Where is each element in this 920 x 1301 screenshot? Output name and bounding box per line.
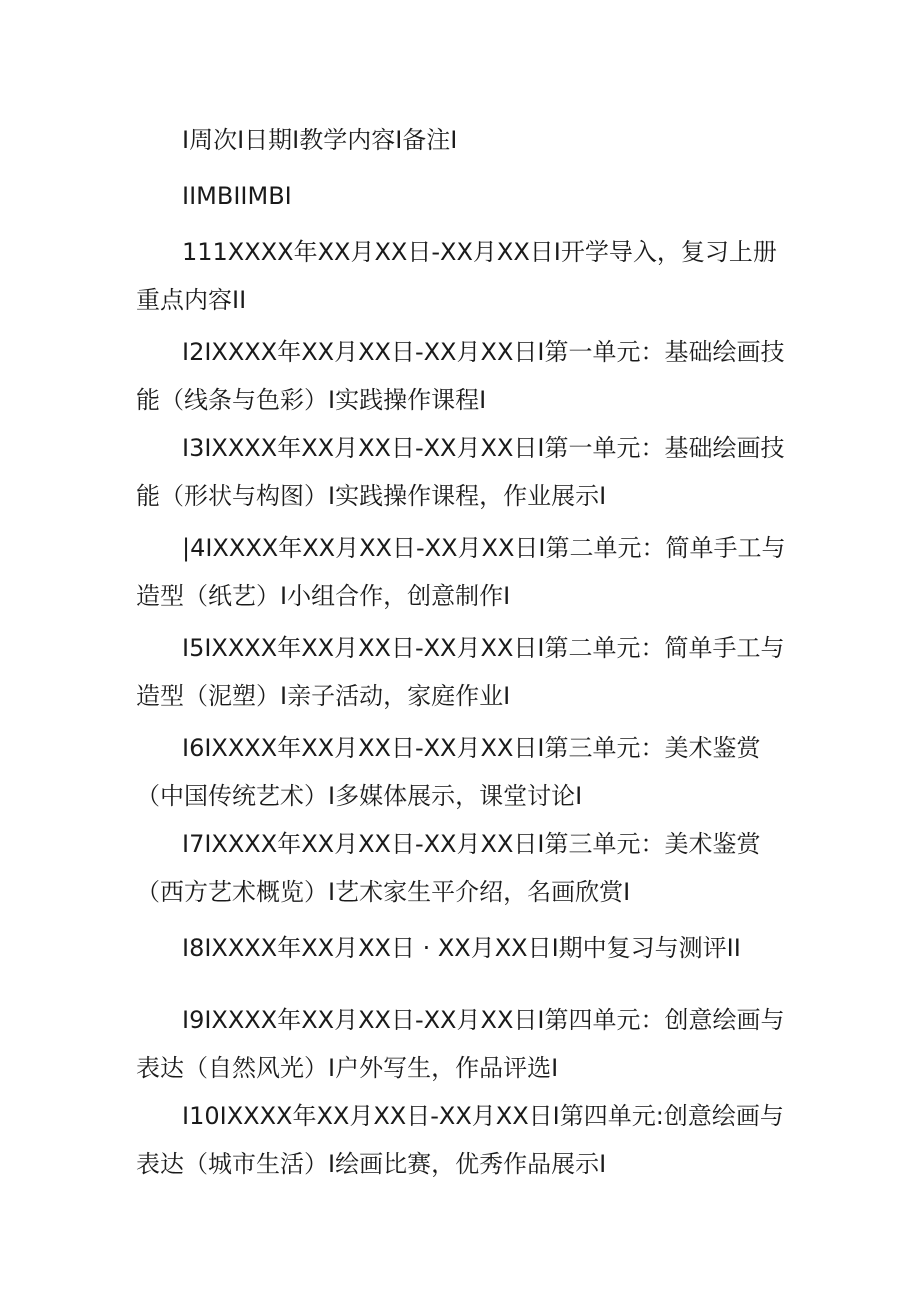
schedule-row-week-8: I8IXXXX年XX月XX日 · XX月XX日I期中复习与测评II xyxy=(182,934,741,962)
schedule-row-week-5: I5IXXXX年XX月XX日-XX月XX日I第二单元：简单手工与造型（泥塑）I亲子活动，家庭作业I xyxy=(136,634,785,710)
schedule-row-week-3: I3IXXXX年XX月XX日-XX月XX日I第一单元：基础绘画技能（形状与构图）I实践操作课程，作业展示I xyxy=(136,434,785,510)
schedule-row-week-2: I2IXXXX年XX月XX日-XX月XX日I第一单元：基础绘画技能（线条与色彩）I实践操作课程I xyxy=(136,338,785,414)
schedule-row-week-4: |4IXXXX年XX月XX日-XX月XX日I第二单元：简单手工与造型（纸艺）I小组合作，创意制作I xyxy=(136,534,786,610)
table-header-line: I周次I日期I教学内容I备注I xyxy=(182,126,458,154)
table-separator-line: IIMBIIMBI xyxy=(182,182,292,210)
schedule-row-week-6: I6IXXXX年XX月XX日-XX月XX日I第三单元：美术鉴赏（中国传统艺术）I多媒体展示，课堂讨论I xyxy=(136,734,761,810)
schedule-row-week-1: 111XXXX年XX月XX日-XX月XX日I开学导入，复习上册重点内容II xyxy=(136,238,777,314)
schedule-row-week-9: I9IXXXX年XX月XX日-XX月XX日I第四单元：创意绘画与表达（自然风光）I户外写生，作品评选I xyxy=(136,1006,785,1082)
schedule-row-week-10: I10IXXXX年XX月XX日-XX月XX日I第四单元:创意绘画与表达（城市生活）I绘画比赛，优秀作品展示I xyxy=(136,1102,784,1178)
schedule-row-week-7: I7IXXXX年XX月XX日-XX月XX日I第三单元：美术鉴赏（西方艺术概览）I艺术家生平介绍，名画欣赏I xyxy=(136,830,761,906)
